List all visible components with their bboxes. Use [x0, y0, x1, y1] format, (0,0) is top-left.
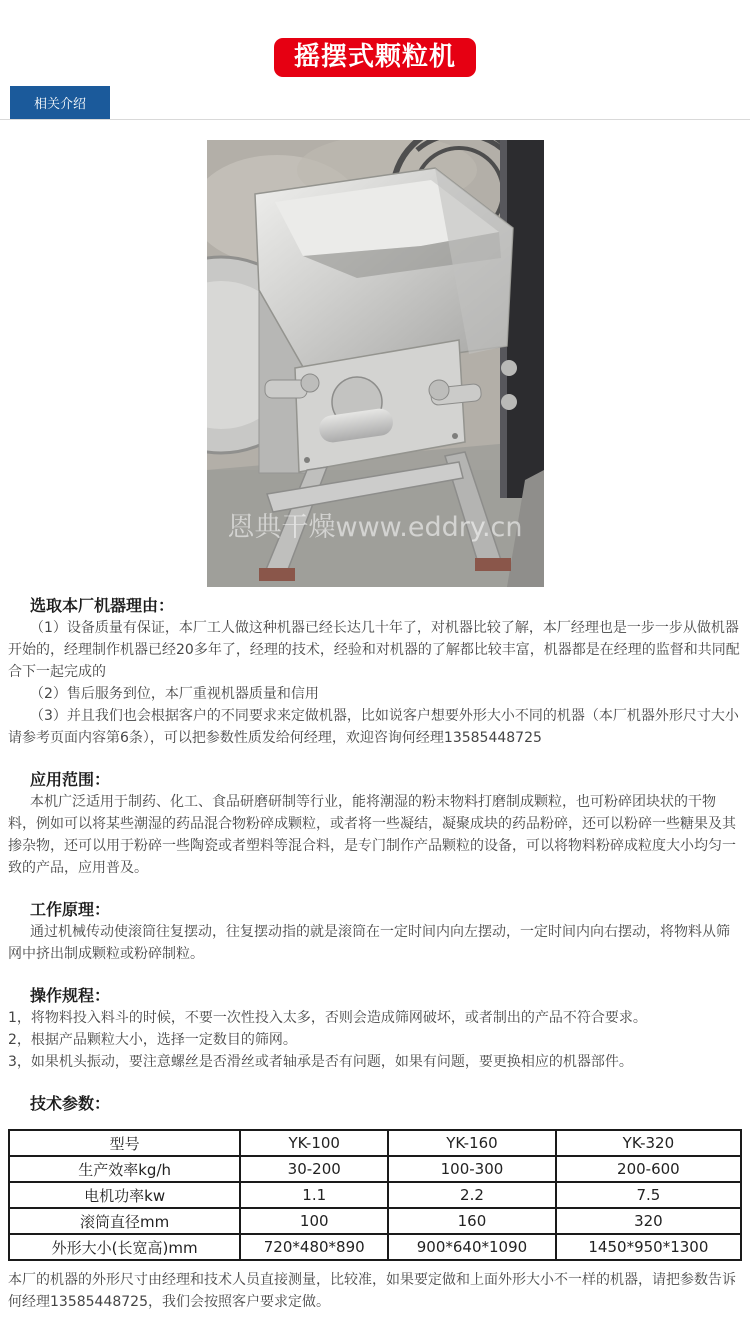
paragraph: 通过机械传动使滚筒往复摆动，往复摆动指的就是滚筒在一定时间内向左摆动，一定时间内向右摆动，将物料从筛网中挤出制成颗粒或粉碎制粒。 — [8, 924, 730, 962]
section-heading-reasons: 选取本厂机器理由： — [30, 596, 175, 615]
table-cell: 滚筒直径mm — [9, 1208, 240, 1234]
paragraph: 2，根据产品颗粒大小，选择一定数目的筛网。 — [8, 1032, 297, 1048]
table-cell: 外形大小(长宽高)mm — [9, 1234, 240, 1260]
article-content — [0, 587, 750, 1313]
table-cell: 1.1 — [240, 1182, 388, 1208]
table-cell: 电机功率kw — [9, 1182, 240, 1208]
page-title-banner: 摇摆式颗粒机 — [274, 38, 476, 77]
table-row — [9, 1130, 741, 1156]
table-cell: 100 — [240, 1208, 388, 1234]
table-cell: 型号 — [9, 1130, 240, 1156]
section-heading-specs: 技术参数： — [30, 1094, 111, 1113]
section-heading-principle: 工作原理： — [30, 900, 111, 919]
section-specs — [8, 1093, 742, 1313]
section-application — [8, 769, 742, 879]
paragraph: （3）并且我们也会根据客户的不同要求来定做机器，比如说客户想要外形大小不同的机器（本厂机器外形尺寸大小请参考页面内容第6条），可以把参数性质发给何经理，欢迎咨询何经理13585448725 — [8, 708, 739, 746]
paragraph: （2）售后服务到位，本厂重视机器质量和信用 — [30, 686, 319, 702]
section-operation — [8, 985, 742, 1073]
paragraph: 本机广泛适用于制药、化工、食品研磨研制等行业，能将潮湿的粉末物料打磨制成颗粒，也可粉碎团块状的干物料，例如可以将某些潮湿的药品混合物粉碎成颗粒，或者将一些凝结，凝聚成块的药品粉碎，还可以粉碎一些糖果及其掺杂物，还可以用于粉碎一些陶瓷或者塑料等混合料，是专门制作产品颗粒的设备，可以将物料粉碎成粒度大小均匀一致的产品，应用普及。 — [8, 794, 736, 876]
footer-note: 本厂的机器的外形尺寸由经理和技术人员直接测量，比较准，如果要定做和上面外形大小不一样的机器，请把参数告诉何经理13585448725，我们会按照客户要求定做。 — [8, 1272, 736, 1310]
machine-hopper — [255, 168, 513, 374]
section-reasons — [8, 595, 742, 749]
table-cell: 100-300 — [388, 1156, 556, 1182]
table-cell: 720*480*890 — [240, 1234, 388, 1260]
tab-bar — [0, 86, 750, 120]
tab-related-intro[interactable]: 相关介绍 — [10, 86, 110, 119]
section-heading-operation: 操作规程： — [30, 986, 111, 1005]
table-cell: 30-200 — [240, 1156, 388, 1182]
table-cell: 200-600 — [556, 1156, 741, 1182]
table-row — [9, 1182, 741, 1208]
paragraph: （1）设备质量有保证，本厂工人做这种机器已经长达几十年了，对机器比较了解，本厂经理也是一步一步从做机器开始的，经理制作机器已经20多年了，经理的技术，经验和对机器的了解都比较丰富，机器都是在经理的监督和共同配合下一起完成的 — [8, 620, 740, 680]
table-cell: YK-160 — [388, 1130, 556, 1156]
section-heading-application: 应用范围： — [30, 770, 111, 789]
table-row — [9, 1156, 741, 1182]
paragraph: 1，将物料投入料斗的时候，不要一次性投入太多，否则会造成筛网破坏，或者制出的产品不符合要求。 — [8, 1010, 647, 1026]
section-principle — [8, 899, 742, 965]
table-cell: 生产效率kg/h — [9, 1156, 240, 1182]
title-banner-row — [0, 0, 750, 77]
paragraph: 3，如果机头振动，要注意螺丝是否滑丝或者轴承是否有问题，如果有问题，要更换相应的机器部件。 — [8, 1054, 633, 1070]
table-cell: 900*640*1090 — [388, 1234, 556, 1260]
table-cell: YK-100 — [240, 1130, 388, 1156]
photo-watermark: 恩典干燥www.eddry.cn — [226, 512, 523, 543]
table-cell: 1450*950*1300 — [556, 1234, 741, 1260]
machine-photo-illustration — [207, 140, 544, 587]
product-photo — [207, 140, 544, 587]
table-cell: YK-320 — [556, 1130, 741, 1156]
specs-table — [8, 1129, 742, 1261]
table-row — [9, 1234, 741, 1260]
table-cell: 2.2 — [388, 1182, 556, 1208]
table-cell: 320 — [556, 1208, 741, 1234]
table-row — [9, 1208, 741, 1234]
table-cell: 160 — [388, 1208, 556, 1234]
table-cell: 7.5 — [556, 1182, 741, 1208]
